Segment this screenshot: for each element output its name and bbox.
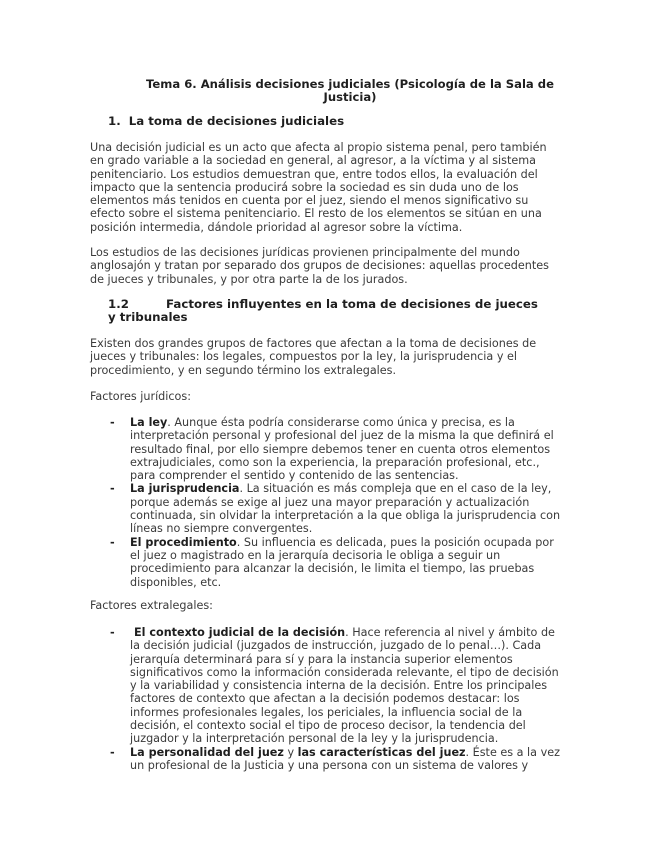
- section-1-2-number: 1.2: [108, 297, 129, 311]
- list-item: [110, 482, 565, 535]
- term-personalidad-juez: La personalidad del juez: [130, 745, 284, 759]
- term-contexto-judicial: El contexto judicial de la decisión: [134, 626, 346, 639]
- term-jurisprudencia: La jurisprudencia: [130, 482, 240, 496]
- bullet-dash: -: [110, 745, 115, 759]
- term-la-ley: La ley: [130, 416, 168, 429]
- term-text: . Aunque ésta podría considerarse como única y precisa, es la interpretación personal y profesional del juez de la misma la que definirá el resultado final, por ello siempre debemos tener en cuenta otros elementos extrajudiciales, como son la experiencia, la preparación profesional, etc., para comprender el sentido y contenido de las sentencias.: [130, 416, 554, 483]
- section-1-number: 1.: [108, 114, 121, 128]
- term-text: . Hace referencia al nivel y ámbito de la decisión judicial (juzgados de instrucción, juzgado de lo penal…). Cada jerarquía determinará para sí y para la instancia superior elementos significativos como la información considerada relevante, el tipo de decisión y la variabilidad y consistencia interna de la decisión. Entre los principales factores de contexto que afectan a la decisión podemos destacar: los informes profesionales legales, los periciales, la influencia social de la decisión, el contexto social el tipo de proceso decisor, la tendencia del juzgador y la interpretación personal de la ley y la jurisprudencia.: [130, 626, 559, 746]
- section-1-2-heading: [108, 298, 548, 325]
- paragraph-intro: Existen dos grandes grupos de factores que afectan a la toma de decisiones de jueces y tribunales: los legales, compuestos por la ley, la jurisprudencia y el procedimiento, y en segundo término los extralegales.: [90, 337, 537, 377]
- factores-juridicos-label: Factores jurídicos:: [90, 390, 191, 403]
- list-item: [110, 746, 565, 773]
- document-title: Tema 6. Análisis decisiones judiciales (Psicología de la Sala de Justicia): [146, 77, 554, 105]
- paragraph-2: Los estudios de las decisiones jurídicas provienen principalmente del mundo anglosajón y tratan por separado dos grupos de decisiones: aquellas procedentes de jueces y tribunales, y por otra parte la de los jurados.: [90, 246, 549, 286]
- term-text: . La situación es más compleja que en el caso de la ley, porque además se exige al juez una mayor preparación y actualización continuada, sin olvidar la interpretación a la que obliga la jurisprudencia con líneas no siempre convergentes.: [130, 482, 561, 536]
- term-procedimiento: El procedimiento: [130, 535, 237, 549]
- section-1-title: La toma de decisiones judiciales: [128, 114, 345, 128]
- list-item: [110, 536, 565, 589]
- bullet-dash: -: [110, 482, 115, 496]
- list-item: [110, 416, 565, 482]
- bullet-dash: -: [110, 535, 115, 549]
- term-text: . Su influencia es delicada, pues la posición ocupada por el juez o magistrado en la jerarquía decisoria le obliga a seguir un procedimiento para alcanzar la decisión, le limita el tiempo, las pruebas disponibles, etc.: [130, 535, 554, 589]
- paragraph-1: Una decisión judicial es un acto que afecta al propio sistema penal, pero también en grado variable a la sociedad en general, al agresor, a la víctima y al sistema penitenciario. Los estudios demuestran que, entre todos ellos, la evaluación del impacto que la sentencia producirá sobre la sociedad es sin duda uno de los elementos más tenidos en cuenta por el juez, siendo el menos significativo su efecto sobre el sistema penitenciario. El resto de los elementos se sitúan en una posición intermedia, dándole prioridad al agresor sobre la víctima.: [90, 141, 547, 234]
- section-1-heading: [108, 115, 344, 128]
- bullet-dash: -: [110, 626, 115, 639]
- term-caracteristicas-juez: las características del juez: [297, 745, 466, 759]
- juridicos-list: [110, 416, 565, 589]
- connector-text: y: [283, 745, 298, 759]
- section-1-2-title: Factores influyentes en la toma de decisiones de jueces y tribunales: [108, 297, 538, 325]
- term-text: . Éste es a la vez un profesional de la Justicia y una persona con un sistema de valores y: [130, 745, 560, 772]
- list-item: [110, 626, 565, 746]
- extralegales-list: [110, 626, 565, 772]
- factores-extralegales-label: Factores extralegales:: [90, 599, 213, 612]
- bullet-dash: -: [110, 416, 115, 429]
